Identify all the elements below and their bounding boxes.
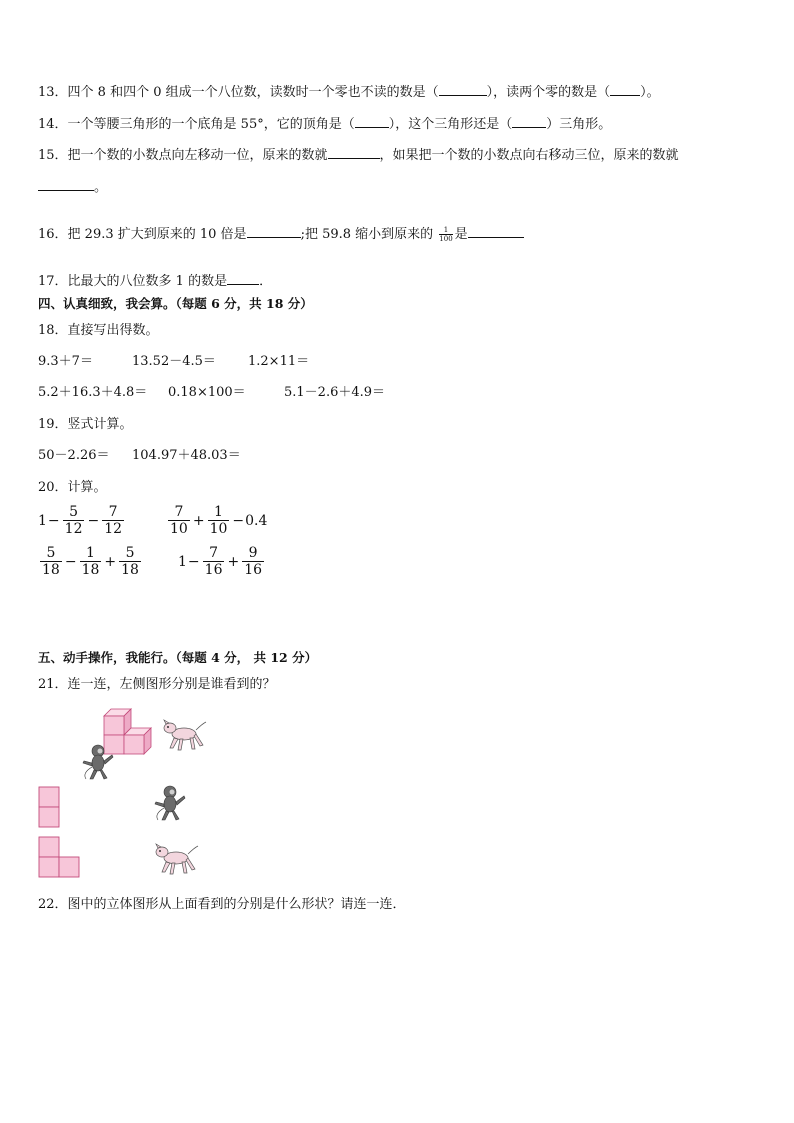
- q16-text-a: 16．把 29.3 扩大到原来的 10 倍是: [38, 227, 247, 242]
- q13-text-a: 13．四个 8 和四个 0 组成一个八位数，读数时一个零也不读的数是（: [38, 85, 439, 100]
- q19-c2: 104.97＋48.03＝: [132, 448, 241, 463]
- e2-op1: +: [192, 512, 205, 529]
- e3-d1: 18: [42, 562, 60, 578]
- view-shape-l-three: [38, 836, 84, 880]
- q16-text-c: 是: [454, 227, 468, 242]
- question-15: [38, 145, 679, 165]
- e4-lead: 1: [178, 553, 187, 570]
- q18-r1-c2: 13.52－4.5＝: [132, 354, 216, 369]
- e4-n2: 9: [248, 545, 258, 561]
- e4-d1: 16: [204, 562, 223, 578]
- q15-blank-2[interactable]: [38, 177, 94, 191]
- q13-blank-1[interactable]: [439, 82, 487, 96]
- e3-op1: −: [64, 553, 77, 570]
- q14-text-a: 14．一个等腰三角形的一个底角是 55°，它的顶角是（: [38, 117, 355, 132]
- section-4-heading: 四、认真细致，我会算。（每题 6 分，共 18 分）: [38, 296, 313, 311]
- e4-d2: 16: [244, 562, 263, 578]
- e2-n1: 7: [174, 504, 184, 520]
- section-5-heading: 五、动手操作，我能行。（每题 4 分， 共 12 分）: [38, 650, 318, 665]
- q14-text-c: ）三角形。: [546, 117, 612, 132]
- e2-d2: 10: [209, 521, 228, 537]
- e1-frac-1: [63, 504, 85, 537]
- e2-d1: 10: [170, 521, 188, 537]
- q20-expr-4: [178, 545, 266, 578]
- q16-blank-1[interactable]: [247, 224, 301, 238]
- e4-op1: −: [187, 553, 200, 570]
- q16-text-b: ;把 59.8 缩小到原来的: [300, 227, 434, 242]
- e4-op2: +: [227, 553, 240, 570]
- q19-c1: 50－2.26＝: [38, 448, 110, 463]
- e3-frac-3: [119, 545, 141, 578]
- q18-r1-c1: 9.3＋7＝: [38, 354, 93, 369]
- e4-n1: 7: [209, 545, 219, 561]
- question-17: [38, 271, 272, 291]
- q15-text-c: 。: [94, 180, 108, 195]
- q13-text-c: ）。: [640, 85, 660, 100]
- question-14: [38, 114, 611, 134]
- question-16: [38, 224, 524, 244]
- q22-title: 22．图中的立体图形从上面看到的分别是什么形状？请连一连．: [38, 897, 406, 912]
- q15-text-b: ，如果把一个数的小数点向右移动三位，原来的数就: [379, 148, 679, 163]
- question-15-cont: [38, 177, 107, 197]
- q21-title: 21．连一连，左侧图形分别是谁看到的？: [38, 677, 276, 692]
- q18-title: 18．直接写出得数。: [38, 323, 159, 338]
- q14-blank-2[interactable]: [512, 114, 546, 128]
- e2-frac-2: [208, 504, 230, 537]
- q17-text-a: 17．比最大的八位数多 1 的数是: [38, 274, 228, 289]
- monkey-icon: [80, 743, 114, 781]
- view-shape-two-vertical: [38, 786, 62, 830]
- e1-op2: −: [87, 512, 100, 529]
- q20-expr-1: [38, 504, 126, 537]
- q14-text-b: ），这个三角形还是（: [388, 117, 513, 132]
- e1-frac-2: [102, 504, 124, 537]
- e1-n1: 5: [69, 504, 79, 520]
- e3-op2: +: [104, 553, 117, 570]
- q15-text-a: 15．把一个数的小数点向左移动一位，原来的数就: [38, 148, 328, 163]
- q20-expr-3: [38, 545, 143, 578]
- dog-icon: [160, 718, 208, 754]
- e4-frac-1: [203, 545, 225, 578]
- e4-frac-2: [242, 545, 264, 578]
- q14-blank-1[interactable]: [355, 114, 389, 128]
- q20-expr-2: [166, 504, 267, 537]
- dog-icon: [152, 842, 200, 878]
- q16-frac-den: 100: [439, 235, 453, 243]
- e1-d2: 12: [104, 521, 123, 537]
- e3-d2: 18: [81, 562, 100, 578]
- e3-n2: 1: [86, 545, 95, 561]
- e3-d3: 18: [121, 562, 139, 578]
- q16-blank-2[interactable]: [468, 224, 524, 238]
- e1-d1: 12: [64, 521, 83, 537]
- e1-n2: 7: [108, 504, 118, 520]
- q17-blank[interactable]: [227, 271, 259, 285]
- monkey-icon: [152, 784, 186, 822]
- e3-n3: 5: [125, 545, 135, 561]
- e1-op1: −: [47, 512, 60, 529]
- q13-blank-2[interactable]: [610, 82, 640, 96]
- e3-frac-2: [80, 545, 102, 578]
- e1-lead: 1: [38, 512, 47, 529]
- q16-fraction: [439, 226, 452, 243]
- q20-title: 20．计算。: [38, 480, 107, 495]
- e3-n1: 5: [46, 545, 56, 561]
- e2-n2: 1: [214, 504, 223, 520]
- q18-r2-c1: 5.2＋16.3＋4.8＝: [38, 385, 148, 400]
- q19-title: 19．竖式计算。: [38, 417, 133, 432]
- q13-text-b: ），读两个零的数是（: [486, 85, 611, 100]
- e3-frac-1: [40, 545, 62, 578]
- q18-r2-c3: 5.1－2.6＋4.9＝: [284, 385, 386, 400]
- q15-blank-1[interactable]: [328, 145, 380, 159]
- e2-tail: 0.4: [245, 512, 268, 529]
- e2-frac-1: [168, 504, 190, 537]
- q18-r1-c3: 1.2×11＝: [248, 354, 310, 369]
- e2-op2: −: [232, 512, 245, 529]
- q16-frac-num: 1: [443, 226, 449, 234]
- q17-text-b: ．: [259, 274, 273, 289]
- q18-r2-c2: 0.18×100＝: [168, 385, 246, 400]
- question-13: [38, 82, 660, 102]
